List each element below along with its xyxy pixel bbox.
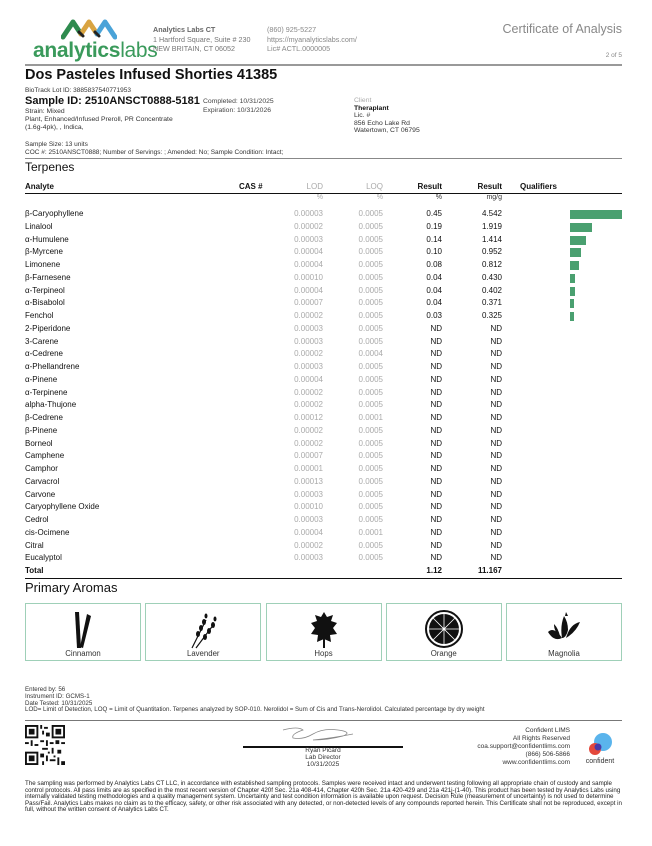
lims-email-link[interactable]: coa.support@confidentlims.com: [477, 743, 570, 750]
confident-logo: [575, 730, 625, 770]
header: [25, 16, 622, 64]
result-mg: 4.542: [481, 209, 502, 218]
loq-value: 0.0005: [358, 247, 383, 257]
table-row: [25, 450, 622, 463]
sample-dates: [203, 98, 274, 115]
lab-name: Analytics Labs CT: [153, 25, 216, 34]
total-mg: 11.167: [477, 566, 502, 575]
result-pct: 0.45: [426, 209, 442, 218]
instrument-id: Instrument ID: GCMS-1: [25, 692, 90, 700]
analytics-labs-logo: [29, 16, 158, 64]
col-header-loq: LOQ: [366, 182, 383, 191]
loq-value: 0.0005: [358, 285, 383, 295]
lod-value: 0.00007: [294, 451, 323, 461]
analyte-name: β-Myrcene: [25, 247, 63, 257]
result-pct: ND: [430, 336, 442, 346]
table-row: [25, 463, 622, 476]
result-bar: [570, 312, 574, 321]
unit-loq: %: [376, 194, 383, 201]
completed-date: Completed: 10/31/2025: [203, 98, 274, 105]
aroma-label: Orange: [430, 649, 457, 658]
result-pct: ND: [430, 413, 442, 422]
aroma-card-magnolia: [506, 603, 622, 661]
lims-name: Confident LIMS: [525, 727, 570, 734]
analyte-name: β-Farnesene: [25, 272, 71, 282]
unit-result-pct: %: [435, 194, 442, 201]
result-pct: ND: [430, 502, 442, 512]
result-pct: ND: [430, 540, 442, 550]
logo-text-analytics: analytics: [33, 39, 121, 62]
table-row: [25, 501, 622, 514]
result-bar: [570, 223, 592, 232]
analyte-name: Citral: [25, 540, 44, 550]
result-pct: ND: [430, 323, 442, 333]
lims-info: [420, 727, 570, 767]
lab-director-signature: [243, 724, 403, 774]
result-mg: ND: [490, 425, 502, 435]
loq-value: 0.0005: [358, 425, 383, 435]
signer-info: [243, 748, 403, 768]
result-pct: ND: [430, 527, 442, 537]
unit-result-mg: mg/g: [486, 194, 502, 201]
result-mg: 0.371: [481, 298, 502, 308]
confident-logo-text: confident: [585, 758, 615, 765]
table-row: [25, 272, 622, 285]
analyte-name: alpha-Thujone: [25, 400, 77, 410]
result-bar: [570, 210, 622, 219]
analyte-name: β-Caryophyllene: [25, 209, 84, 218]
table-row: [25, 552, 622, 565]
lims-phone: (866) 506-5866: [525, 751, 570, 758]
loq-value: 0.0005: [358, 298, 383, 308]
signature-icon: [243, 724, 403, 746]
result-pct: ND: [430, 387, 442, 397]
loq-value: 0.0001: [358, 413, 383, 422]
loq-value: 0.0005: [358, 362, 383, 371]
result-mg: ND: [490, 387, 502, 397]
loq-value: 0.0005: [358, 400, 383, 410]
lod-value: 0.00002: [294, 438, 323, 448]
result-pct: 0.10: [426, 247, 442, 257]
lod-value: 0.00002: [294, 311, 323, 320]
result-pct: ND: [430, 362, 442, 371]
result-mg: ND: [490, 502, 502, 512]
result-pct: ND: [430, 489, 442, 499]
lod-value: 0.00012: [294, 413, 323, 422]
product-title: Dos Pasteles Infused Shorties 41385: [25, 67, 278, 83]
analyte-name: α-Terpinene: [25, 387, 68, 397]
result-pct: ND: [430, 451, 442, 461]
product-type-line1: Plant, Enhanced/Infused Preroll, PR Concentrate: [25, 115, 173, 123]
total-row: [25, 565, 622, 578]
aromas-section-title: Primary Aromas: [25, 580, 118, 595]
lod-value: 0.00003: [294, 362, 323, 371]
lavender-icon: [188, 610, 218, 650]
result-mg: ND: [490, 489, 502, 499]
result-mg: 0.812: [481, 260, 502, 269]
col-header-lod: LOD: [306, 182, 323, 191]
entered-by: Entered by: 56: [25, 686, 66, 693]
lab-address-line2: NEW BRITAIN, CT 06052: [153, 44, 236, 53]
lod-value: 0.00002: [294, 387, 323, 397]
table-row: [25, 323, 622, 336]
result-mg: 0.952: [481, 247, 502, 257]
table-row: [25, 476, 622, 489]
analyte-name: β-Pinene: [25, 425, 58, 435]
lod-value: 0.00002: [294, 400, 323, 410]
lod-value: 0.00003: [294, 323, 323, 333]
result-pct: 0.08: [426, 260, 442, 269]
table-row: [25, 285, 622, 298]
aroma-card-hops: [266, 603, 382, 661]
result-mg: ND: [490, 400, 502, 410]
lod-value: 0.00010: [294, 272, 323, 282]
result-mg: ND: [490, 553, 502, 563]
lod-value: 0.00003: [294, 489, 323, 499]
table-row: [25, 310, 622, 323]
table-row: [25, 208, 622, 221]
lod-value: 0.00003: [294, 515, 323, 524]
loq-value: 0.0005: [358, 336, 383, 346]
lod-value: 0.00002: [294, 425, 323, 435]
result-mg: ND: [490, 362, 502, 371]
loq-value: 0.0005: [358, 209, 383, 218]
strain: Strain: Mixed: [25, 108, 65, 115]
loq-value: 0.0005: [358, 451, 383, 461]
unit-lod: %: [316, 194, 323, 201]
result-mg: 0.402: [481, 285, 502, 295]
result-mg: ND: [490, 515, 502, 524]
total-pct: 1.12: [426, 566, 442, 575]
date-tested: Date Tested: 10/31/2025: [25, 699, 93, 707]
lod-value: 0.00001: [294, 464, 323, 473]
analyte-name: β-Cedrene: [25, 413, 63, 422]
analyte-name: α-Humulene: [25, 234, 69, 244]
loq-value: 0.0005: [358, 540, 383, 550]
lab-contact: [267, 25, 357, 54]
lod-value: 0.00003: [294, 234, 323, 244]
magnolia-icon: [544, 610, 584, 650]
loq-value: 0.0001: [358, 527, 383, 537]
col-header-qualifiers: Qualifiers: [520, 182, 557, 191]
analyte-name: Linalool: [25, 221, 53, 231]
lod-value: 0.00003: [294, 336, 323, 346]
loq-value: 0.0005: [358, 260, 383, 269]
client-info: [354, 97, 420, 135]
logo-text-labs: labs: [120, 39, 158, 62]
lab-address-line1: 1 Hartford Square, Suite # 230: [153, 34, 251, 44]
lab-license: Lic# ACTL.0000005: [267, 44, 331, 53]
lod-value: 0.00002: [294, 540, 323, 550]
loq-value: 0.0005: [358, 502, 383, 512]
lod-value: 0.00003: [294, 553, 323, 563]
table-row: [25, 374, 622, 387]
result-mg: ND: [490, 451, 502, 461]
analyte-name: α-Pinene: [25, 374, 58, 384]
lod-value: 0.00004: [294, 247, 323, 257]
table-row: [25, 527, 622, 540]
client-label: Client: [354, 97, 372, 104]
section-divider: [25, 158, 622, 159]
table-row: [25, 438, 622, 451]
result-pct: ND: [430, 425, 442, 435]
lod-value: 0.00003: [294, 209, 323, 218]
loq-value: 0.0005: [358, 387, 383, 397]
col-header-result-pct: Result: [417, 182, 442, 191]
result-bar: [570, 287, 575, 296]
analyte-name: α-Cedrene: [25, 349, 63, 359]
result-bar: [570, 299, 574, 308]
table-row: [25, 540, 622, 553]
analyte-name: Cedrol: [25, 515, 49, 524]
analyte-name: Eucalyptol: [25, 553, 62, 563]
lod-value: 0.00002: [294, 349, 323, 359]
lims-website-link[interactable]: www.confidentlims.com: [502, 759, 570, 766]
aroma-label: Lavender: [186, 649, 220, 658]
sample-size: Sample Size: 13 units: [25, 141, 88, 148]
result-pct: 0.04: [426, 272, 442, 282]
expiration-date: Expiration: 10/31/2026: [203, 106, 272, 114]
result-mg: ND: [490, 374, 502, 384]
analyte-name: 3-Carene: [25, 336, 59, 346]
analyte-name: 2-Piperidone: [25, 323, 71, 333]
lod-value: 0.00007: [294, 298, 323, 308]
coc-info: COC #: 2510ANSCT0888; Number of Servings: ; Amended: No; Sample Condition: Intact;: [25, 148, 284, 156]
analyte-name: Camphor: [25, 464, 58, 473]
result-pct: ND: [430, 374, 442, 384]
lab-address: [153, 25, 251, 54]
loq-value: 0.0005: [358, 234, 383, 244]
document-title: Certificate of Analysis: [502, 22, 622, 36]
lod-value: 0.00010: [294, 502, 323, 512]
logo-wave-icon: [61, 18, 117, 40]
result-mg: 1.919: [481, 221, 502, 231]
table-row: [25, 259, 622, 272]
signer-name: Ryan Picard: [305, 747, 341, 754]
total-label: Total: [25, 566, 44, 575]
analyte-name: α-Phellandrene: [25, 362, 80, 371]
sample-id: Sample ID: 2510ANSCT0888-5181: [25, 95, 200, 107]
table-row: [25, 387, 622, 400]
result-pct: ND: [430, 464, 442, 473]
lod-value: 0.00004: [294, 374, 323, 384]
result-pct: 0.14: [426, 234, 442, 244]
signature-date: 10/31/2025: [306, 760, 340, 768]
client-name: Theraplant: [354, 104, 389, 112]
result-pct: ND: [430, 349, 442, 359]
col-header-cas: CAS #: [239, 182, 263, 191]
result-pct: ND: [430, 515, 442, 524]
result-mg: ND: [490, 527, 502, 537]
lims-rights: All Rights Reserved: [512, 735, 570, 742]
lod-value: 0.00004: [294, 260, 323, 269]
result-mg: ND: [490, 540, 502, 550]
result-pct: 0.19: [426, 221, 442, 231]
table-row: [25, 361, 622, 374]
table-row: [25, 234, 622, 247]
analyte-name: Carvone: [25, 489, 56, 499]
table-row: [25, 297, 622, 310]
result-mg: ND: [490, 336, 502, 346]
result-pct: ND: [430, 476, 442, 486]
analyte-name: Caryophyllene Oxide: [25, 502, 100, 512]
result-pct: ND: [430, 400, 442, 410]
client-address1: 856 Echo Lake Rd: [354, 119, 410, 127]
aromas-grid: [25, 603, 622, 661]
result-pct: ND: [430, 553, 442, 563]
table-header-rule: [25, 193, 622, 194]
header-divider: [25, 64, 622, 66]
lab-phone: (860) 925-5227: [267, 25, 317, 34]
sample-size-info: [25, 141, 283, 156]
aroma-card-lavender: [145, 603, 261, 661]
loq-value: 0.0005: [358, 374, 383, 384]
col-header-analyte: Analyte: [25, 182, 54, 191]
analyte-name: α-Terpineol: [25, 285, 65, 295]
result-mg: ND: [490, 438, 502, 448]
analyte-name: Carvacrol: [25, 476, 60, 486]
loq-value: 0.0005: [358, 311, 383, 320]
loq-value: 0.0005: [358, 489, 383, 499]
table-row: [25, 399, 622, 412]
terpenes-rows: [25, 208, 622, 578]
aroma-card-orange: [386, 603, 502, 661]
strain-info: [25, 108, 173, 131]
result-mg: ND: [490, 323, 502, 333]
analyte-name: Fenchol: [25, 311, 54, 320]
analyte-name: Borneol: [25, 438, 53, 448]
loq-value: 0.0005: [358, 464, 383, 473]
analyte-name: Limonene: [25, 260, 61, 269]
loq-value: 0.0005: [358, 438, 383, 448]
orange-icon: [424, 610, 464, 650]
result-bar: [570, 274, 575, 283]
qr-code-icon[interactable]: [25, 725, 65, 765]
notes-legend: LOD= Limit of Detection, LOQ = Limit of Quantitation. Terpenes analyzed by SOP-010. Nerolidol = Sum of Cis and Trans-Nerolidol. Calculated percentage by dry weight: [25, 706, 485, 714]
confident-logo-icon: [575, 730, 625, 758]
test-notes: [25, 687, 485, 714]
loq-value: 0.0005: [358, 553, 383, 563]
footer-divider: [25, 720, 622, 721]
table-row: [25, 348, 622, 361]
result-mg: 0.430: [481, 272, 502, 282]
result-mg: ND: [490, 476, 502, 486]
cinnamon-icon: [73, 610, 93, 650]
lod-value: 0.00004: [294, 285, 323, 295]
table-row: [25, 514, 622, 527]
result-mg: ND: [490, 413, 502, 422]
result-pct: 0.04: [426, 298, 442, 308]
table-row: [25, 425, 622, 438]
lab-website-link[interactable]: https://myanalyticslabs.com/: [267, 34, 357, 44]
analyte-name: Camphene: [25, 451, 65, 461]
aroma-label: Hops: [314, 649, 333, 658]
result-bar: [570, 236, 586, 245]
result-mg: 0.325: [481, 311, 502, 320]
result-mg: ND: [490, 349, 502, 359]
aroma-label: Magnolia: [548, 649, 580, 658]
aroma-label: Cinnamon: [65, 649, 101, 658]
aroma-card-cinnamon: [25, 603, 141, 661]
table-row: [25, 489, 622, 502]
client-license: Lic. #: [354, 112, 371, 120]
table-row: [25, 246, 622, 259]
loq-value: 0.0005: [358, 515, 383, 524]
result-pct: 0.04: [426, 285, 442, 295]
client-address2: Watertown, CT 06795: [354, 127, 420, 135]
result-mg: ND: [490, 464, 502, 473]
signer-title: Lab Director: [305, 753, 341, 761]
hops-icon: [309, 610, 339, 650]
table-row: [25, 221, 622, 234]
lod-value: 0.00004: [294, 527, 323, 537]
table-row: [25, 336, 622, 349]
loq-value: 0.0004: [358, 349, 383, 359]
biotrack-lot-id: BioTrack Lot ID: 3885837540771953: [25, 87, 132, 94]
loq-value: 0.0005: [358, 272, 383, 282]
analyte-name: cis-Ocimene: [25, 527, 70, 537]
page-indicator: 2 of 5: [605, 52, 622, 59]
result-pct: ND: [430, 438, 442, 448]
col-header-result-mg: Result: [477, 182, 502, 191]
loq-value: 0.0005: [358, 476, 383, 486]
legal-disclaimer: The sampling was performed by Analytics Labs CT LLC, in accordance with established sampling protocols. Samples were received intact and underwent testing following all appropriate chain of custody and sample control protocols. All pass limits are as specified in the most recent version of Chapter 420f Sec. 21a 408-414, Chapter 420h Sec. 21a 420-429 and 21a 421j-(1-40). This product has been tested by Analytics Labs using internally validated testing methodologies and a quality management system. Uncertainty and test condition information is available upon request. Decision Rule (measurement of uncertainty) is not used to determine Pass/Fail. Analytics Labs makes no claim as to the efficacy, safety, or other risk associated with any detected, or non-detected levels of any compounds reported herein. This Certificate shall not be reproduced, except in full, without the written consent of Analytics Labs CT.: [25, 780, 622, 814]
result-bar: [570, 248, 581, 257]
analyte-name: α-Bisabolol: [25, 298, 65, 308]
table-row: [25, 412, 622, 425]
lod-value: 0.00013: [294, 476, 323, 486]
result-pct: 0.03: [426, 311, 442, 320]
result-bar: [570, 261, 579, 270]
product-type-line2: (1.6g-4pk), , Indica,: [25, 123, 84, 131]
lod-value: 0.00002: [294, 221, 323, 231]
loq-value: 0.0005: [358, 323, 383, 333]
result-mg: 1.414: [481, 234, 502, 244]
terpenes-section-title: Terpenes: [25, 160, 75, 174]
loq-value: 0.0005: [358, 221, 383, 231]
